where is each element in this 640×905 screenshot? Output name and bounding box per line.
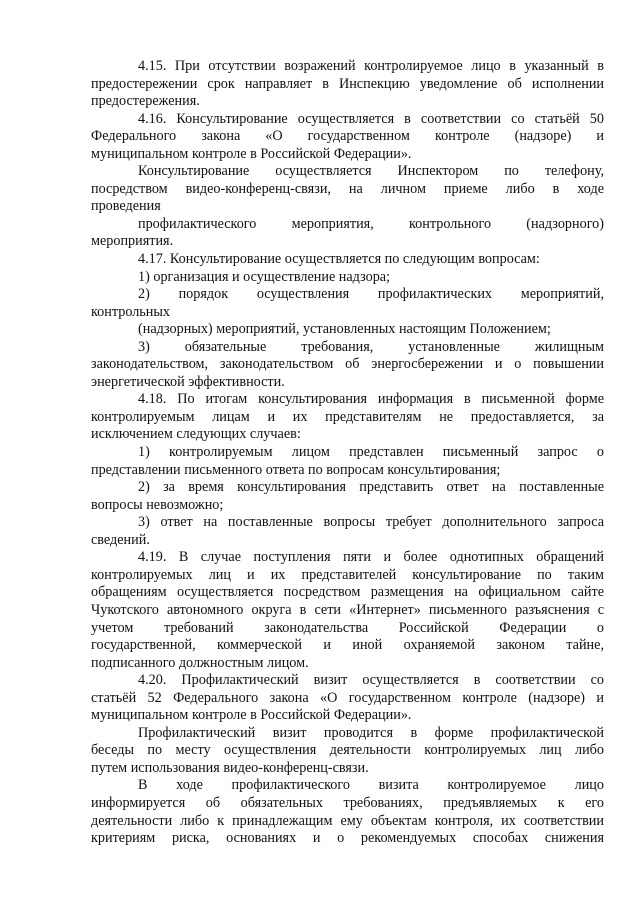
text-line: Профилактический визит проводится в форме профилактической bbox=[138, 724, 604, 741]
text-line: 4.16. Консультирование осуществляется в соответствии со статьёй 50 bbox=[138, 110, 604, 127]
text-line: 3) ответ на поставленные вопросы требует дополнительного запроса bbox=[138, 514, 604, 531]
text-line: предостережении срок направляет в Инспекцию уведомление об исполнении bbox=[91, 75, 604, 92]
text-line: учетом требований законодательства Российской Федерации о bbox=[91, 619, 604, 636]
text-line: подписанного должностным лицом. bbox=[91, 654, 309, 671]
document-page bbox=[91, 58, 604, 848]
text-line: деятельности либо к принадлежащим ему объектам контроля, их соответствии bbox=[91, 812, 604, 829]
text-line: предостережения. bbox=[91, 93, 200, 110]
text-line: 2) порядок осуществления профилактических мероприятий, bbox=[138, 286, 604, 303]
text-line: посредством видео-конференц-связи, на личном приеме либо в ходе bbox=[91, 180, 604, 197]
text-line: контролируемых лиц и их представителей консультирование по таким bbox=[91, 566, 604, 583]
text-line: Консультирование осуществляется Инспектором по телефону, bbox=[138, 163, 604, 180]
text-line: мероприятия. bbox=[91, 233, 174, 250]
text-line: энергетической эффективности. bbox=[91, 373, 285, 390]
text-line: представлении письменного ответа по вопросам консультирования; bbox=[91, 461, 501, 478]
text-line: Чукотского автономного округа в сети «Интернет» письменного разъяснения с bbox=[91, 601, 604, 618]
text-line: вопросы невозможно; bbox=[91, 496, 224, 513]
text-line: проведения bbox=[91, 198, 161, 215]
text-line: профилактического мероприятия, контрольного (надзорного) bbox=[138, 215, 604, 232]
text-line: 4.17. Консультирование осуществляется по следующим вопросам: bbox=[138, 251, 540, 268]
text-line: сведений. bbox=[91, 531, 150, 548]
text-line: Федерального закона «О государственном контроле (надзоре) и bbox=[91, 128, 604, 145]
text-line: 1) контролируемым лицом представлен письменный запрос о bbox=[138, 444, 604, 461]
text-line: 4.15. При отсутствии возражений контролируемое лицо в указанный в bbox=[138, 58, 604, 74]
text-line: путем использования видео-конференц-связи. bbox=[91, 759, 369, 776]
text-line: государственной, коммерческой и иной охраняемой законом тайне, bbox=[91, 637, 604, 654]
text-line: критериям риска, основаниях и о рекомендуемых способах снижения bbox=[91, 830, 604, 847]
text-line: контролируемым лицам и их представителям не предоставляется, за bbox=[91, 408, 604, 425]
text-line: обращениям осуществляется посредством размещения на официальном сайте bbox=[91, 584, 604, 601]
text-line: 4.19. В случае поступления пяти и более однотипных обращений bbox=[138, 549, 604, 566]
text-line: 4.20. Профилактический визит осуществляется в соответствии со bbox=[138, 672, 604, 689]
text-line: 4.18. По итогам консультирования информация в письменной форме bbox=[138, 391, 604, 408]
text-line: информируется об обязательных требованиях, предъявляемых к его bbox=[91, 794, 604, 811]
text-line: беседы по месту осуществления деятельности контролируемых лиц либо bbox=[91, 742, 604, 759]
text-line: 3) обязательные требования, установленные жилищным bbox=[138, 338, 604, 355]
text-line: статьёй 52 Федерального закона «О государственном контроле (надзоре) и bbox=[91, 689, 604, 706]
text-line: исключением следующих случаев: bbox=[91, 426, 301, 443]
text-line: законодательством, законодательством об энергосбережении и о повышении bbox=[91, 356, 604, 373]
text-line: 2) за время консультирования представить ответ на поставленные bbox=[138, 479, 604, 496]
text-line: (надзорных) мероприятий, установленных настоящим Положением; bbox=[138, 321, 551, 338]
text-line: контрольных bbox=[91, 303, 171, 320]
text-line: муниципальном контроле в Российской Федерации». bbox=[91, 707, 412, 724]
text-line: В ходе профилактического визита контролируемое лицо bbox=[138, 777, 604, 794]
text-line: муниципальном контроле в Российской Федерации». bbox=[91, 145, 412, 162]
text-line: 1) организация и осуществление надзора; bbox=[138, 268, 391, 285]
